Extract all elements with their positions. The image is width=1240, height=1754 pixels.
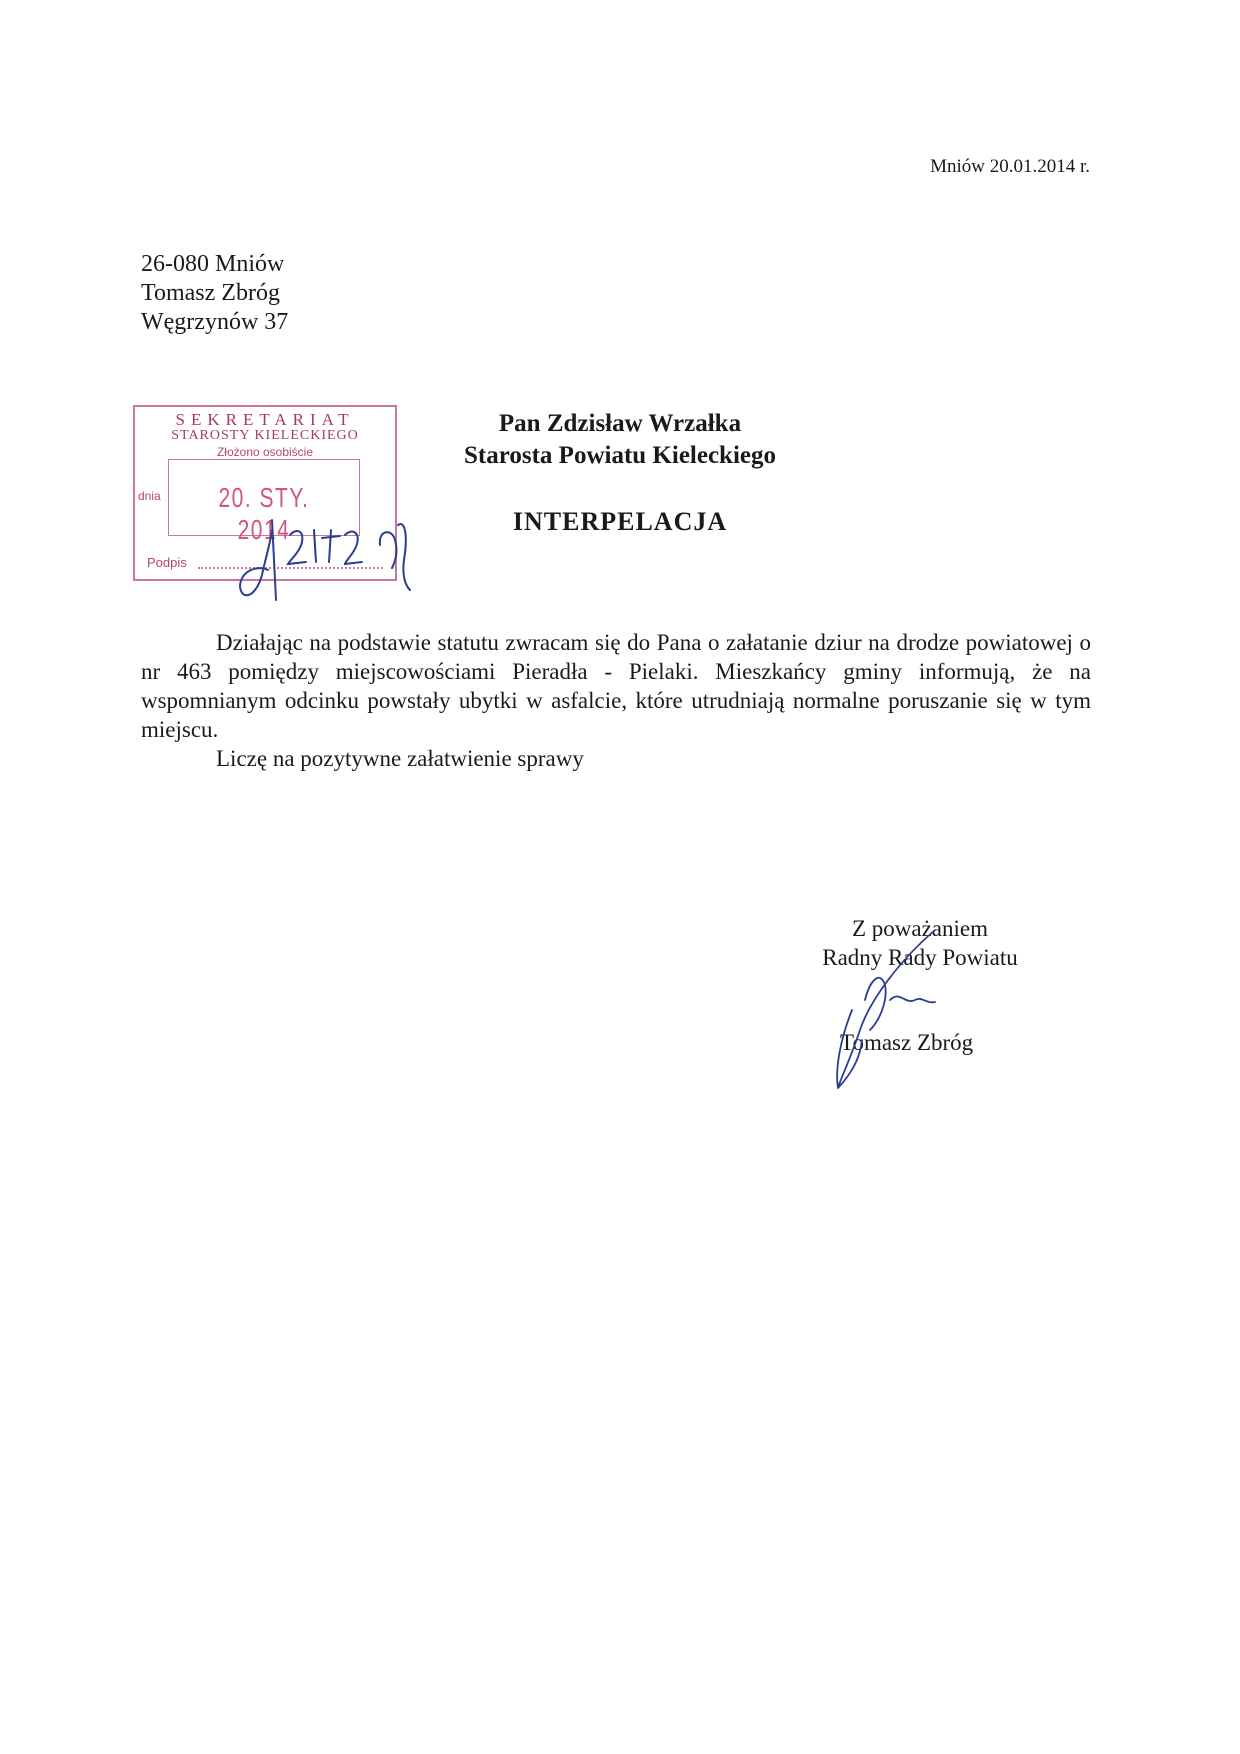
stamp-date: 20. STY. 2014 (218, 482, 310, 545)
body-paragraph: Liczę na pozytywne załatwienie sprawy (216, 746, 584, 771)
closing-role: Radny Rady Powiatu (822, 945, 1018, 970)
addressee-name: Pan Zdzisław Wrzałka (498, 410, 742, 437)
stamp-office: STAROSTY KIELECKIEGO (171, 428, 359, 443)
document-heading: INTERPELACJA (512, 507, 728, 536)
closing-block (780, 914, 1060, 972)
signatory-name: Tomasz Zbróg (840, 1030, 974, 1055)
body-paragraph: Działając na podstawie statutu zwracam się do Pana o załatanie dziur na drodze powiatowej o nr 463 pomiędzy miejscowościami Pieradła - Pielaki. Mieszkańcy gminy informują, że na wspomnianym odcinku powstały ubytki w asfalcie, które utrudniają normalne poruszanie się w tym miejscu. (141, 630, 1091, 742)
sender-street: Węgrzynów 37 (141, 309, 289, 335)
letter-date: Mniów 20.01.2014 r. (930, 156, 1090, 177)
sender-name: Tomasz Zbróg (141, 280, 280, 306)
addressee-title: Starosta Powiatu Kieleckiego (464, 442, 776, 469)
sender-postal-line: 26-080 Mniów (141, 251, 285, 277)
stamp-signature-label: Podpis (147, 555, 187, 570)
stamp-title: SEKRETARIAT (175, 410, 355, 429)
letter-body (141, 628, 1091, 773)
stamp-submitted: Złożono osobiście (216, 445, 314, 459)
addressee-block (420, 408, 820, 472)
stamp-handwriting (0, 0, 1240, 700)
stamp-date-label: dnia (138, 489, 161, 503)
closing-salutation: Z poważaniem (851, 916, 989, 941)
